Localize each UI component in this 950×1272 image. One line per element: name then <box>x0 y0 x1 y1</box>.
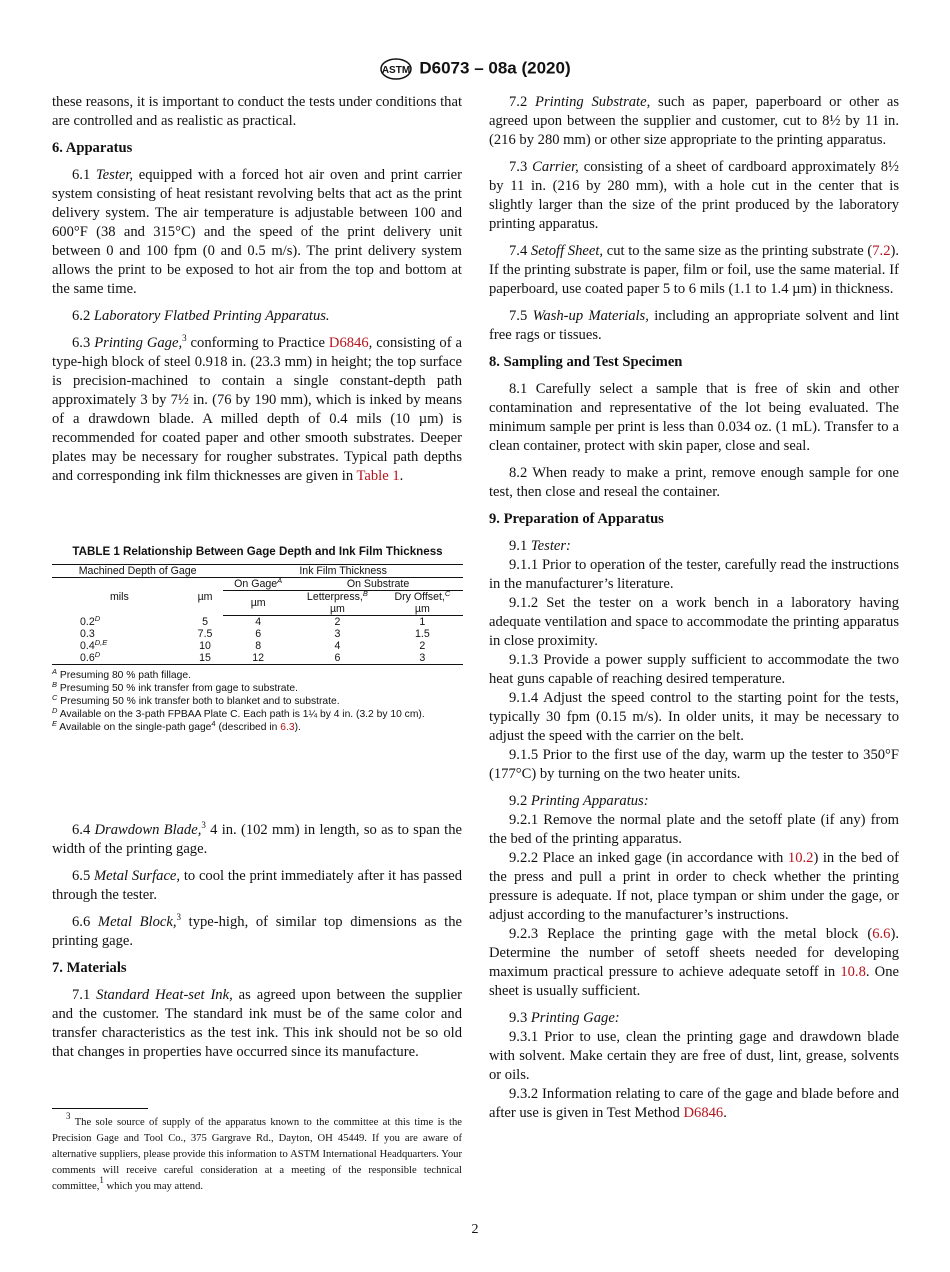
term: Laboratory Flatbed Printing Apparatus. <box>93 308 330 324</box>
term: Tester, <box>95 167 134 183</box>
table-1 <box>52 545 463 734</box>
text: 6. Apparatus <box>52 140 133 156</box>
term: Tester: <box>530 538 571 554</box>
cell-gage: 8 <box>255 640 262 652</box>
table-note: $^E$ Available on the single-path gage$^4$ (described in 6.3). <box>52 719 301 733</box>
text: 9.3.2 Information relating to care of the gage and blade before and after use is given in Test Method <box>489 1086 899 1121</box>
text: 7.4 <box>509 243 531 259</box>
text: 7.2 <box>509 94 536 110</box>
section-heading <box>52 139 462 158</box>
paragraph <box>52 166 462 299</box>
text: 4 in. (102 mm) in length, so as to span the width of the printing gage. <box>52 822 462 857</box>
table-row <box>52 640 463 652</box>
paragraph <box>489 746 899 784</box>
cell-mils: $0.6^D$ <box>80 650 101 664</box>
footnote-ref: 1 <box>99 1175 104 1185</box>
cell-mils: $0.2^D$ <box>80 613 101 628</box>
section-heading <box>489 353 899 372</box>
text: consisting of a sheet of cardboard approximately 8½ by 11 in. (216 by 280 mm), with a hole cut in the center that is slightly larger than the size of the print produced by the laboratory printing apparatus. <box>489 159 900 232</box>
text: 8.1 Carefully select a sample that is free of skin and other contamination and representative of the lot being evaluated. The minimum sample per print is less than 0.034 oz. (1 mL). Transfer to a clean container, protect with skin paper, close and seal. <box>489 381 899 454</box>
paragraph <box>52 913 462 951</box>
term: Metal Block, <box>97 914 177 930</box>
text: . <box>723 1105 727 1121</box>
table-row <box>52 616 463 629</box>
table-note: $^B$ Presuming 50 % ink transfer from gage to substrate. <box>52 680 298 694</box>
cell-um: 5 <box>202 615 208 628</box>
cell-gage: 4 <box>255 616 262 628</box>
header-um: µm <box>197 590 213 603</box>
text: these reasons, it is important to conduct the tests under conditions that are controlled and as realistic as practical. <box>52 94 462 129</box>
text: conforming to Practice <box>186 335 329 351</box>
table-row <box>52 628 463 640</box>
cell-dry-offset: 1 <box>419 616 426 628</box>
cross-reference-link[interactable]: D6846 <box>328 335 369 351</box>
paragraph <box>52 867 462 905</box>
term: Carrier, <box>532 159 579 175</box>
footnote <box>52 1108 462 1195</box>
paragraph <box>489 537 899 556</box>
term: Drawdown Blade, <box>94 822 202 838</box>
cell-dry-offset: 2 <box>419 640 426 652</box>
text: 9.3.1 Prior to use, clean the printing gage and drawdown blade with solvent. Make certain they are free of dust, lint, grease, solvents or oils. <box>489 1029 899 1083</box>
text: 6.1 <box>72 167 96 183</box>
cell-letterpress: 3 <box>334 628 341 640</box>
cell-letterpress: 6 <box>334 652 341 664</box>
text: ) in the bed of the press and pull a print in order to check whether the printing pressure is adequate. If not, place tympan or shim under the gage, or adjust according to the manufacturer’s instructions. <box>489 850 899 923</box>
footnote-rule <box>52 1108 148 1109</box>
table-title: TABLE 1 Relationship Between Gage Depth and Ink Film Thickness <box>72 545 443 558</box>
text: such as paper, paperboard or other as agreed upon between the supplier and customer, cut to 8½ by 11 in. (216 by 280 mm) or other size appropriate to the printing apparatus. <box>489 94 900 148</box>
term: Wash-up Materials, <box>532 308 649 324</box>
text: 9.1.1 Prior to operation of the tester, carefully read the instructions in the manufacturer’s literature. <box>489 557 899 592</box>
cross-reference-link[interactable]: Table 1 <box>356 468 400 484</box>
table-note: $^D$ Available on the 3-path FPBAA Plate C. Each path is 1¼ by 4 in. (3.2 by 10 cm). <box>52 706 425 720</box>
text: 6.6 <box>72 914 98 930</box>
text: ). If the printing substrate is paper, film or foil, use the same material. If paperboard, use coated paper 5 to 6 mils (1.1 to 1.4 µm) in thickness. <box>489 243 900 297</box>
paragraph <box>489 380 899 456</box>
text: 9.2.2 Place an inked gage (in accordance with <box>509 850 788 866</box>
cross-reference-link[interactable]: 10.2 <box>787 850 814 866</box>
term: Metal Surface, <box>94 868 181 884</box>
text: 7.1 <box>72 987 97 1003</box>
page-header <box>0 56 950 82</box>
astm-logo-icon <box>379 56 413 82</box>
paragraph <box>52 93 462 131</box>
text: 8. Sampling and Test Specimen <box>489 354 683 370</box>
text: ). Determine the number of setoff sheets needed for developing maximum practical pressure to achieve adequate setoff in <box>489 926 899 980</box>
cross-reference-link[interactable]: D6846 <box>683 1105 724 1121</box>
text: 9.3 <box>509 1010 531 1026</box>
paragraph <box>52 307 462 326</box>
paragraph <box>489 1009 899 1028</box>
page-number: 2 <box>471 1222 479 1237</box>
cell-gage: 12 <box>252 652 265 664</box>
cell-um: 15 <box>199 652 211 664</box>
cell-um: 7.5 <box>197 628 213 640</box>
table-note: $^C$ Presuming 50 % ink transfer both to blanket and to substrate. <box>52 693 340 707</box>
term: Printing Apparatus: <box>530 793 649 809</box>
text: which you may attend. <box>103 1181 204 1192</box>
header-mils: mils <box>109 590 129 603</box>
paragraph <box>489 849 899 925</box>
text: . One sheet is usually sufficient. <box>489 964 899 999</box>
footnote-ref: 3 <box>176 912 181 922</box>
paragraph <box>52 986 462 1062</box>
text: as agreed upon between the supplier and the customer. The standard ink must be of the same color and transfer characteristics as the test ink. This ink should not be so old that changes in properties have occurred since its manufacture. <box>52 987 462 1060</box>
text: to cool the print immediately after it has passed through the tester. <box>52 868 463 903</box>
paragraph <box>489 594 899 651</box>
cell-mils: 0.3 <box>80 628 95 640</box>
cell-mils: $0.4^{D,E}$ <box>80 638 108 652</box>
text: 9. Preparation of Apparatus <box>489 511 664 527</box>
cell-dry-offset: 1.5 <box>415 628 430 640</box>
text: 7.3 <box>509 159 533 175</box>
paragraph <box>489 1028 899 1085</box>
data-table <box>52 564 463 665</box>
text: 6.5 <box>72 868 95 884</box>
text: 9.2 <box>509 793 531 809</box>
text: 6.4 <box>72 822 95 838</box>
header-gage-um: µm <box>223 591 293 616</box>
paragraph <box>489 556 899 594</box>
term: Printing Gage, <box>94 335 183 351</box>
text: 9.1.2 Set the tester on a work bench in a laboratory having adequate ventilation and space to accommodate the printing apparatus in close proximity. <box>489 595 899 649</box>
cell-dry-offset: 3 <box>419 652 426 664</box>
text: type-high, of similar top dimensions as the printing gage. <box>52 914 462 949</box>
designation: D6073 – 08a (2020) <box>419 58 571 78</box>
header-dry-offset: Dry Offset,$^C$ µm <box>382 591 463 616</box>
paragraph <box>489 651 899 689</box>
cell-letterpress: 4 <box>334 640 341 652</box>
text: 9.1.4 Adjust the speed control to the starting point for the tests, typically 30 fpm (0.15 m/s). In older units, it may be necessary to adjust the speed with the carrier on the belt. <box>489 690 899 744</box>
table-notes <box>52 669 463 734</box>
paragraph <box>489 158 899 234</box>
left-column-bottom <box>52 821 462 1070</box>
text: 9.2.3 Replace the printing gage with the metal block ( <box>509 926 873 942</box>
paragraph <box>52 821 462 859</box>
text: 6.2 <box>72 308 94 324</box>
text: cut to the same size as the printing substrate ( <box>603 243 873 259</box>
text: 9.1.5 Prior to the first use of the day, warm up the tester to 350°F (177°C) by turning on the two heater units. <box>489 747 899 782</box>
cross-reference-link[interactable]: 6.6 <box>872 926 891 942</box>
text: 7.5 <box>509 308 533 324</box>
cross-reference-link[interactable]: 6.3 <box>280 722 295 733</box>
cross-reference-link[interactable]: 10.8 <box>840 964 866 980</box>
cell-letterpress: 2 <box>334 616 341 628</box>
header-on-substrate: On Substrate <box>293 578 463 591</box>
text: 7. Materials <box>52 960 127 976</box>
term: Standard Heat-set Ink, <box>96 987 233 1003</box>
text: 9.1.3 Provide a power supply sufficient to accommodate the two heat guns capable of reaching desired temperature. <box>489 652 899 687</box>
text: 9.1 <box>509 538 531 554</box>
section-heading <box>52 959 462 978</box>
term: Printing Gage: <box>530 1010 620 1026</box>
header-ink: Ink Film Thickness <box>223 565 463 578</box>
header-letterpress: Letterpress,$^B$ µm <box>293 591 382 616</box>
svg-text:ASTM: ASTM <box>382 65 411 76</box>
paragraph <box>489 93 899 150</box>
table-note: $^A$ Presuming 80 % path fillage. <box>52 667 191 681</box>
footnote-ref: 3 <box>66 1111 71 1121</box>
header-machined: Machined Depth of Gage <box>52 565 223 578</box>
text: 6.3 <box>72 335 95 351</box>
paragraph <box>489 792 899 811</box>
cell-um: 10 <box>199 640 211 652</box>
term: Setoff Sheet, <box>530 243 604 259</box>
left-column-top <box>52 93 462 494</box>
paragraph <box>489 307 899 345</box>
cell-gage: 6 <box>255 628 262 640</box>
footnote-ref: 3 <box>182 333 187 343</box>
paragraph <box>489 811 899 849</box>
text: equipped with a forced hot air oven and print carrier system consisting of heat resistant revolving belts that act as the print delivery system. The air temperature is adjustable between 100 and 600°F (38 and 315°C) and the speed of the print delivery unit between 0 and 100 fpm (0 and 0.5 m/s). The print delivery system allows the print to be exposed to hot air from the top and bottom at the same time. <box>52 167 462 297</box>
text: . <box>399 468 404 484</box>
paragraph <box>52 334 462 486</box>
paragraph <box>489 689 899 746</box>
right-column <box>489 93 899 1123</box>
cross-reference-link[interactable]: 7.2 <box>872 243 891 259</box>
table-row <box>52 652 463 665</box>
term: Printing Substrate, <box>535 94 651 110</box>
text: 9.2.1 Remove the normal plate and the setoff plate (if any) from the bed of the printing apparatus. <box>489 812 899 847</box>
section-heading <box>489 510 899 529</box>
paragraph <box>489 925 899 1001</box>
text: , consisting of a type-high block of steel 0.918 in. (23.3 mm) in height; the top surface is precision-machined to contain a single constant-depth path approximately 3 by 7½ in. (76 by 190 mm), which is inked by means of a drawdown blade. A milled depth of 0.4 mils (10 µm) is recommended for coated paper and other smooth substrates. Deeper plates may be necessary for rougher substrates. Typical path depths and corresponding ink film thicknesses are given in <box>52 335 463 484</box>
footnote-ref: 3 <box>201 820 206 830</box>
header-on-gage: On Gage$^A$ <box>223 578 293 591</box>
text: including an appropriate solvent and lint free rags or tissues. <box>489 308 900 343</box>
paragraph <box>489 242 899 299</box>
paragraph <box>489 464 899 502</box>
text: 8.2 When ready to make a print, remove enough sample for one test, then close and reseal the container. <box>489 465 899 500</box>
text: The sole source of supply of the apparatus known to the committee at this time is the Precision Gage and Tool Co., 375 Gargrave Rd., Dayton, OH 45449. If you are aware of alternative suppliers, please provide this information to ASTM International Headquarters. Your comments will receive careful consideration at a meeting of the responsible technical committee, <box>52 1117 462 1192</box>
paragraph <box>489 1085 899 1123</box>
